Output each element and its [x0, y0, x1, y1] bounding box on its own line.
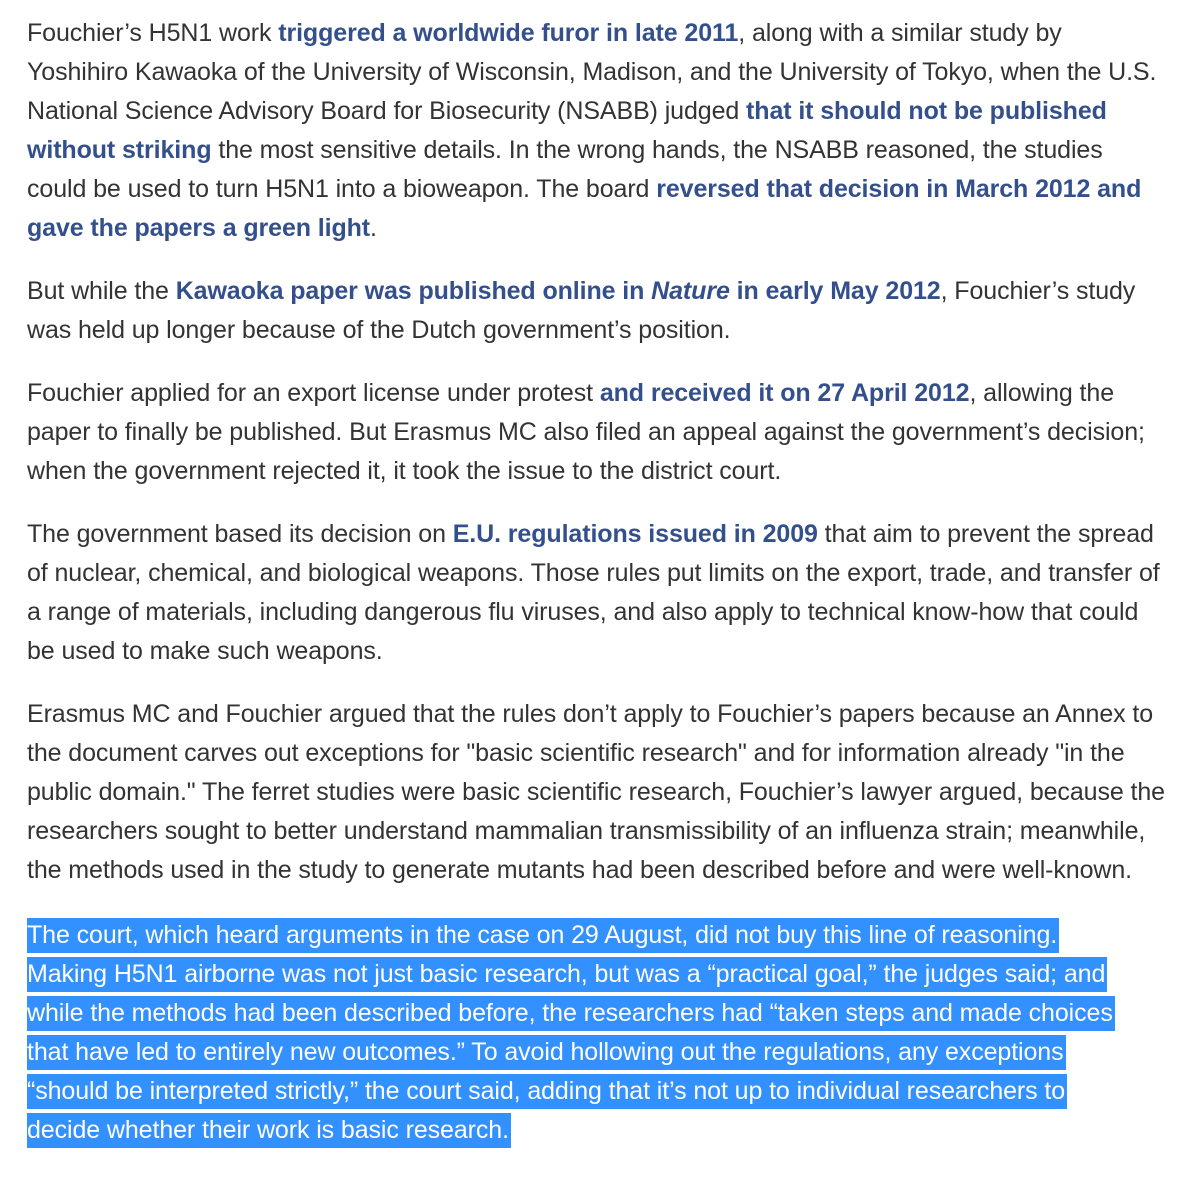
inline-link[interactable]: reversed that decision in March 2012 and gave the papers a green light	[27, 175, 1142, 242]
text-run: .	[370, 214, 377, 242]
text-run: , allowing the paper to finally be published. But Erasmus MC also filed an appeal against the government’s decision; when the government rejected it, it took the issue to the district court.	[27, 379, 1145, 485]
inline-link[interactable]	[651, 277, 730, 305]
text-run: Erasmus MC and Fouchier argued that the rules don’t apply to Fouchier’s papers because an Annex to the document carves out exceptions for "basic scientific research" and for information already "in the public domain." The ferret studies were basic scientific research, Fouchier’s lawyer argued, because the researchers sought to better understand mammalian transmissibility of an influenza strain; meanwhile, the methods used in the study to generate mutants had been described before and were well-known.	[27, 700, 1165, 884]
inline-link[interactable]: and received it on 27 April 2012	[599, 379, 970, 407]
inline-link[interactable]: Kawaoka paper was published online in	[175, 277, 652, 305]
text-run: Fouchier applied for an export license under protest	[27, 379, 600, 407]
selected-text-line[interactable]: decide whether their work is basic research.	[27, 1113, 511, 1148]
paragraph	[27, 272, 1167, 350]
selected-text-line[interactable]: “should be interpreted strictly,” the court said, adding that it’s not up to individual researchers to	[27, 1074, 1067, 1109]
selected-text-line[interactable]: Making H5N1 airborne was not just basic research, but was a “practical goal,” the judges said; and	[27, 957, 1107, 992]
selected-text-line[interactable]: that have led to entirely new outcomes.” To avoid hollowing out the regulations, any exceptions	[27, 1035, 1066, 1070]
paragraph	[27, 374, 1167, 491]
text-run: , Fouchier’s study was held up longer because of the Dutch government’s position.	[27, 277, 1136, 344]
text-run: the most sensitive details. In the wrong hands, the NSABB reasoned, the studies could be used to turn H5N1 into a bioweapon. The board	[27, 136, 1103, 203]
selected-text-line[interactable]: while the methods had been described before, the researchers had “taken steps and made choices	[27, 996, 1115, 1031]
inline-link[interactable]: that it should not be published without striking	[27, 97, 1107, 164]
paragraph	[27, 515, 1167, 671]
selected-paragraph[interactable]	[27, 916, 1167, 1150]
paragraph	[27, 14, 1167, 248]
text-run: , along with a similar study by Yoshihiro Kawaoka of the University of Wisconsin, Madison, and the University of Tokyo, when the U.S. National Science Advisory Board for Biosecurity (NSABB) judged	[27, 19, 1157, 125]
text-run: But while the	[27, 277, 176, 305]
inline-link[interactable]: in early May 2012	[729, 277, 941, 305]
text-run: The government based its decision on	[27, 520, 453, 548]
text-run: Fouchier’s H5N1 work	[27, 19, 279, 47]
text-run: that aim to prevent the spread of nuclear, chemical, and biological weapons. Those rules put limits on the export, trade, and transfer of a range of materials, including dangerous flu viruses, and also apply to technical know-how that could be used to make such weapons.	[27, 520, 1160, 665]
selected-text-line[interactable]: The court, which heard arguments in the case on 29 August, did not buy this line of reasoning.	[27, 918, 1059, 953]
inline-link[interactable]: E.U. regulations issued in 2009	[452, 520, 818, 548]
paragraph	[27, 695, 1167, 890]
italic-link-text: Nature	[651, 277, 730, 305]
inline-link[interactable]: triggered a worldwide furor in late 2011	[278, 19, 739, 47]
article-body	[27, 14, 1167, 1174]
